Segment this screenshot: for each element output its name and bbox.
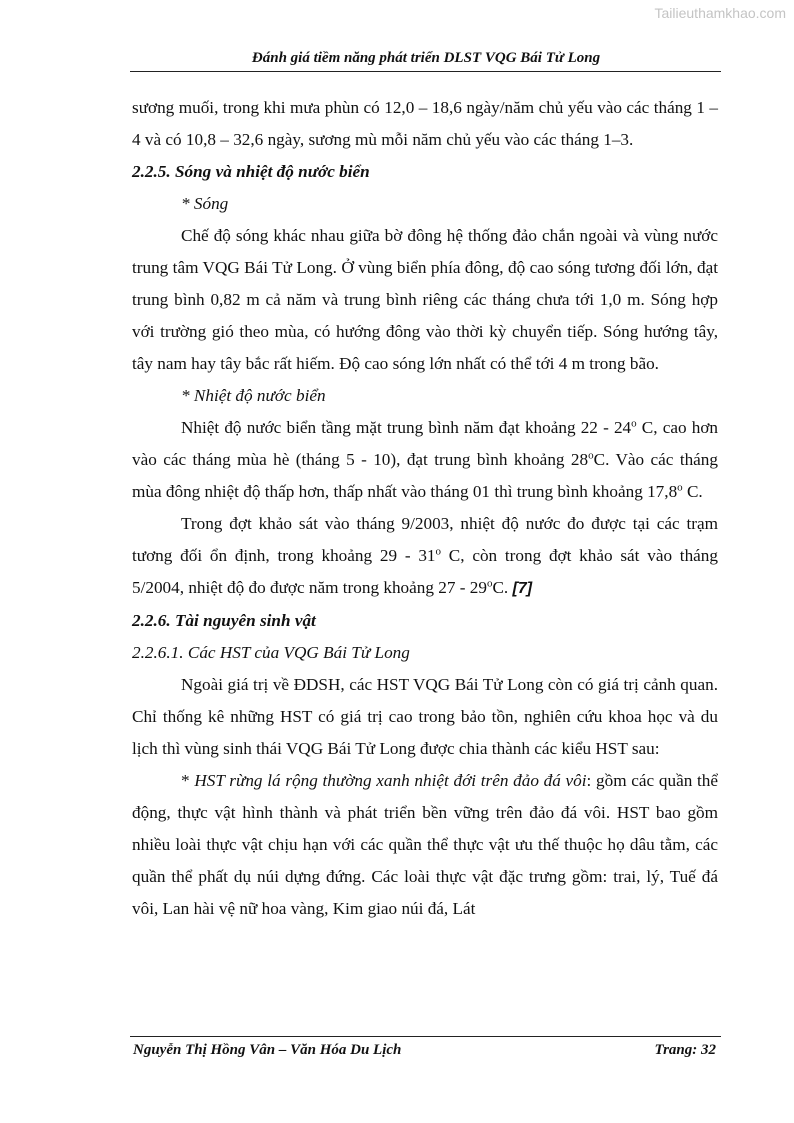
subheading-song: * Sóng [181, 194, 229, 213]
paragraph-hst-rung: * HST rừng lá rộng thường xanh nhiệt đới trên đảo đá vôi: gồm các quần thể động, thực vật hình thành và phát triển bền vững trên đảo đá vôi. HST bao gồm nhiều loài thực vật chịu hạn với các quần thể thực vật ưu thế thuộc họ dâu tằm, các quần thể phất dụ núi dựng đứng. Các loài thực vật đặc trưng gồm: trai, lý, Tuế đá vôi, Lan hài vệ nữ hoa vàng, Kim giao núi đá, Lát [132, 771, 718, 918]
paragraph-nhiet-do-1: Nhiệt độ nước biển tầng mặt trung bình năm đạt khoảng 22 - 24$^o$ C, cao hơn vào các tháng mùa hè (tháng 5 - 10), đạt trung bình khoảng 28$^o$C. Vào các tháng mùa đông nhiệt độ thấp hơn, thấp nhất vào tháng 01 thì trung bình khoảng 17,8$^o$ C. [132, 417, 719, 501]
page-number: Trang: 32 [654, 1042, 716, 1058]
subheading-nhiet-do: * Nhiệt độ nước biển [181, 386, 326, 405]
header-divider [130, 71, 721, 72]
page-body [132, 92, 718, 925]
footer-divider [130, 1036, 721, 1037]
paragraph-song: Chế độ sóng khác nhau giữa bờ đông hệ thống đảo chắn ngoài và vùng nước trung tâm VQG Bái Tử Long. Ở vùng biển phía đông, độ cao sóng tương đối lớn, đạt trung bình 0,82 m cả năm và trung bình riêng các tháng chưa tới 1,0 m. Sóng hợp với trường gió theo mùa, có hướng đông vào thời kỳ chuyển tiếp. Sóng hướng tây, tây nam hay tây bắc rất hiếm. Độ cao sóng lớn nhất có thể tới 4 m trong bão. [132, 226, 718, 373]
section-heading-2-2-5: 2.2.5. Sóng và nhiệt độ nước biển [132, 162, 370, 181]
section-heading-2-2-6: 2.2.6. Tài nguyên sinh vật [132, 611, 316, 630]
footer-author: Nguyễn Thị Hồng Vân – Văn Hóa Du Lịch [133, 1042, 402, 1058]
running-header: Đánh giá tiềm năng phát triển DLST VQG Bái Tử Long [251, 50, 601, 66]
citation-ref: [7] [512, 580, 533, 597]
watermark: Tailieuthamkhao.com [654, 5, 786, 21]
subsection-heading-2-2-6-1: 2.2.6.1. Các HST của VQG Bái Tử Long [132, 643, 410, 662]
paragraph-nhiet-do-2: Trong đợt khảo sát vào tháng 9/2003, nhiệt độ nước đo được tại các trạm tương đối ổn định, trong khoảng 29 - 31$^o$ C, còn trong đợt khảo sát vào tháng 5/2004, nhiệt độ đo được năm trong khoảng 27 - 29$^o$C. [7] [132, 514, 718, 597]
paragraph-continued: sương muối, trong khi mưa phùn có 12,0 – 18,6 ngày/năm chủ yếu vào các tháng 1 – 4 và có 10,8 – 32,6 ngày, sương mù mỗi năm chủ yếu vào các tháng 1–3. [132, 98, 718, 149]
paragraph-hst: Ngoài giá trị về ĐDSH, các HST VQG Bái Tử Long còn có giá trị cảnh quan. Chỉ thống kê những HST có giá trị cao trong bảo tồn, nghiên cứu khoa học và du lịch thì vùng sinh thái VQG Bái Tử Long được chia thành các kiểu HST sau: [132, 675, 718, 758]
